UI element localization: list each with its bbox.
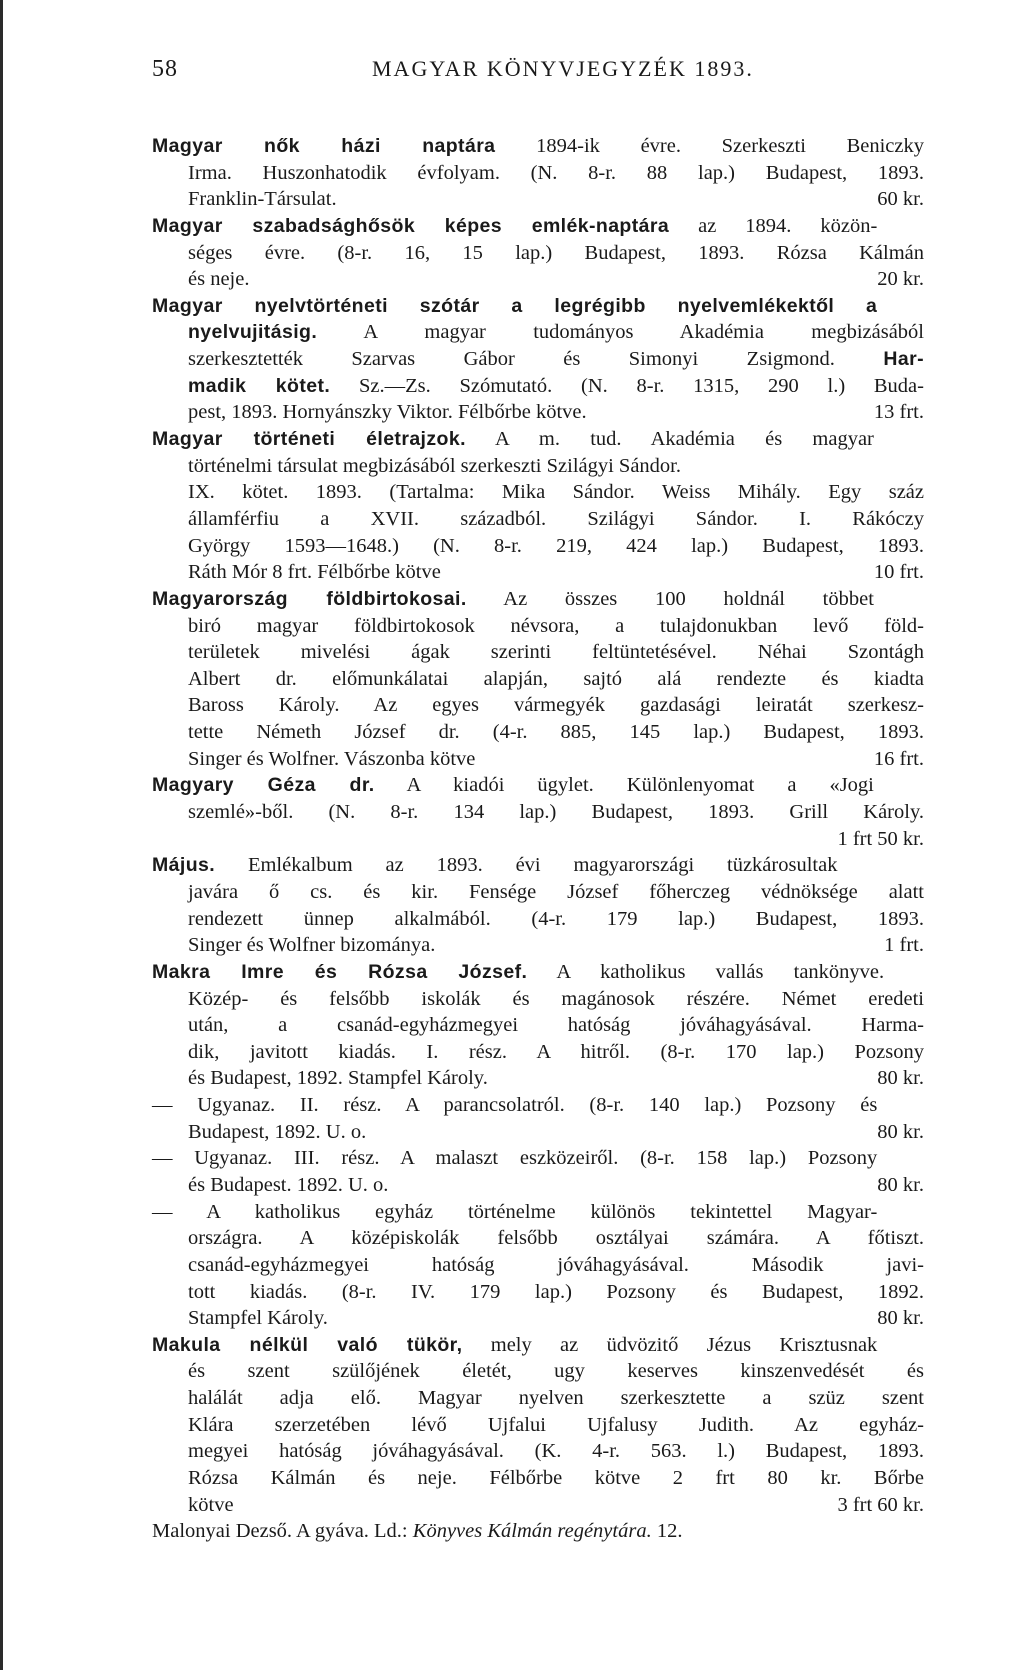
text-line bbox=[152, 426, 924, 453]
entry-text: Emlékalbum az 1893. évi magyarországi tüzkárosultak bbox=[215, 854, 838, 877]
entry-text: biró magyar földbirtokosok névsora, a tulajdonukban levő föld- bbox=[188, 614, 924, 637]
entry-text: Rózsa Kálmán és neje. Félbőrbe kötve 2 frt 80 kr. Bőrbe bbox=[188, 1467, 924, 1490]
text-line bbox=[152, 186, 924, 213]
entry-text: az 1894. közön- bbox=[669, 214, 878, 237]
entry-text: Az összes 100 holdnál többet bbox=[466, 587, 874, 610]
entry-text: csanád-egyházmegyei hatóság jóváhagyásával. Második javi- bbox=[188, 1253, 924, 1276]
text-line bbox=[152, 1039, 924, 1066]
text-line bbox=[152, 692, 924, 719]
text-line bbox=[152, 986, 924, 1013]
entry-heading: Magyar nők házi naptára bbox=[152, 135, 496, 157]
price: 80 kr. bbox=[877, 1120, 924, 1143]
text-line bbox=[152, 799, 924, 826]
entry-heading: madik kötet. bbox=[188, 374, 331, 397]
entry-text: Malonyai Dezső. A gyáva. Ld.: bbox=[152, 1520, 413, 1543]
text-line bbox=[152, 160, 924, 187]
entry-text: javára ő cs. és kir. Fensége József főherczeg védnöksége alatt bbox=[188, 880, 924, 903]
entry-text: mely az üdvözitő Jézus Krisztusnak bbox=[462, 1333, 878, 1356]
entry-text: 1894-ik évre. Szerkeszti Beniczky bbox=[495, 135, 924, 157]
entry-text: dik, javitott kiadás. I. rész. A hitről. (8-r. 170 lap.) Pozsony bbox=[188, 1040, 924, 1063]
entry-text: — A katholikus egyház történelme különös tekintettel Magyar- bbox=[152, 1200, 878, 1223]
text-line bbox=[152, 1518, 924, 1545]
entry-text: után, a csanád-egyházmegyei hatóság jóváhagyásával. Harma- bbox=[188, 1014, 924, 1037]
entry-text: Stampfel Károly. bbox=[188, 1307, 328, 1330]
entry-text: — Ugyanaz. II. rész. A parancsolatról. (8-r. 140 lap.) Pozsony és bbox=[152, 1094, 878, 1117]
entry-heading: nyelvujitásig. bbox=[188, 321, 318, 344]
entry-text: A m. tud. Akadémia és magyar bbox=[465, 428, 874, 451]
price: 10 frt. bbox=[873, 561, 924, 584]
entry-heading: Har- bbox=[883, 348, 924, 371]
entry-text: Klára szerzetében lévő Ujfalui Ujfalusy Judith. Az egyház- bbox=[188, 1413, 924, 1436]
entry-text: szerkesztették Szarvas Gábor és Simonyi Zsigmond. bbox=[188, 348, 884, 371]
text-line bbox=[152, 1252, 924, 1279]
entry-text: Közép- és felsőbb iskolák és magánosok részére. Német eredeti bbox=[188, 987, 924, 1010]
text-line bbox=[152, 879, 924, 906]
text-line bbox=[152, 1412, 924, 1439]
entry-text: Budapest, 1892. U. o. bbox=[188, 1120, 367, 1143]
entry-text: államférfiu a XVII. századból. Szilágyi Sándor. I. Rákóczy bbox=[188, 507, 924, 530]
text-line bbox=[152, 1119, 924, 1146]
text-line bbox=[152, 399, 924, 426]
entry-text: megyei hatóság jóváhagyásával. (K. 4-r. 563. l.) Budapest, 1893. bbox=[188, 1440, 924, 1463]
text-line bbox=[152, 373, 924, 400]
entry-heading: Magyarország földbirtokosai. bbox=[152, 587, 467, 610]
text-line bbox=[152, 666, 924, 693]
entry-text: A kiadói ügylet. Különlenyomat a «Jogi bbox=[374, 774, 874, 797]
text-line bbox=[152, 1145, 924, 1172]
text-line bbox=[152, 1065, 924, 1092]
text-line bbox=[152, 586, 924, 613]
text-line bbox=[152, 852, 924, 879]
text-line bbox=[152, 213, 924, 240]
text-line bbox=[152, 1465, 924, 1492]
entry-text: György 1593—1648.) (N. 8-r. 219, 424 lap.) Budapest, 1893. bbox=[188, 534, 924, 557]
entry-heading: Magyary Géza dr. bbox=[152, 774, 375, 797]
entry-heading: Magyar nyelvtörténeti szótár a legrégibb nyelvemlékektől a bbox=[152, 294, 878, 317]
entry-heading: Magyar szabadsághősök képes emlék-naptára bbox=[152, 214, 670, 237]
text-line bbox=[152, 639, 924, 666]
entry-text: Irma. Huszonhatodik évfolyam. (N. 8-r. 88 lap.) Budapest, 1893. bbox=[188, 161, 924, 184]
text-line bbox=[152, 719, 924, 746]
price: 80 kr. bbox=[877, 1173, 924, 1196]
entry-text: tott kiadás. (8-r. IV. 179 lap.) Pozsony és Budapest, 1892. bbox=[188, 1280, 924, 1303]
entry-text: tette Németh József dr. (4-r. 885, 145 lap.) Budapest, 1893. bbox=[188, 721, 924, 744]
text-line bbox=[152, 266, 924, 293]
price: 16 frt. bbox=[873, 747, 924, 770]
page-number: 58 bbox=[152, 56, 178, 82]
text-line bbox=[152, 826, 924, 853]
entry-text: 12. bbox=[651, 1520, 683, 1543]
text-line bbox=[152, 346, 924, 373]
text-line bbox=[152, 1332, 924, 1359]
entry-text: területek mivelési ágak szerinti feltüntetésével. Néhai Szontágh bbox=[188, 641, 924, 664]
text-line bbox=[152, 1438, 924, 1465]
price: 80 kr. bbox=[877, 1307, 924, 1330]
price: 1 frt 50 kr. bbox=[837, 827, 924, 850]
entry-text: szemlé»-ből. (N. 8-r. 134 lap.) Budapest, 1893. Grill Károly. bbox=[188, 801, 924, 824]
text-line bbox=[152, 772, 924, 799]
text-line bbox=[152, 133, 924, 160]
text-line bbox=[152, 506, 924, 533]
entry-heading: Makula nélkül való tükör, bbox=[152, 1333, 463, 1356]
entry-text: halálát adja elő. Magyar nyelven szerkesztette a szüz szent bbox=[188, 1387, 924, 1410]
text-line bbox=[152, 1172, 924, 1199]
entry-text: Singer és Wolfner bizománya. bbox=[188, 934, 436, 957]
entry-text: pest, 1893. Hornyánszky Viktor. Félbőrbe kötve. bbox=[188, 401, 587, 424]
text-line bbox=[152, 1492, 924, 1519]
entry-text: kötve bbox=[188, 1493, 234, 1516]
entry-text: országra. A középiskolák felsőbb osztályai számára. A főtiszt. bbox=[188, 1227, 924, 1250]
page-edge-rule bbox=[0, 0, 3, 1670]
entry-text: történelmi társulat megbizásából szerkeszti Szilágyi Sándor. bbox=[188, 454, 682, 477]
text-line bbox=[152, 559, 924, 586]
text-line bbox=[152, 453, 924, 480]
entry-text: — Ugyanaz. III. rész. A malaszt eszközeiről. (8-r. 158 lap.) Pozsony bbox=[152, 1147, 878, 1170]
text-line bbox=[152, 293, 924, 320]
running-title: MAGYAR KÖNYVJEGYZÉK 1893. bbox=[372, 56, 754, 81]
price: 60 kr. bbox=[877, 188, 924, 211]
italic-reference: Könyves Kálmán regénytára. bbox=[412, 1520, 652, 1543]
entry-text: séges évre. (8-r. 16, 15 lap.) Budapest, 1893. Rózsa Kálmán bbox=[188, 241, 924, 264]
text-line bbox=[152, 533, 924, 560]
running-head bbox=[152, 52, 922, 92]
text-line bbox=[152, 1385, 924, 1412]
text-line bbox=[152, 1092, 924, 1119]
text-line bbox=[152, 959, 924, 986]
text-line bbox=[152, 746, 924, 773]
entry-text: Sz.—Zs. Szómutató. (N. 8-r. 1315, 290 l.) Buda- bbox=[330, 374, 924, 397]
entry-text: rendezett ünnep alkalmából. (4-r. 179 lap.) Budapest, 1893. bbox=[188, 907, 924, 930]
text-line bbox=[152, 479, 924, 506]
text-line bbox=[152, 319, 924, 346]
text-line bbox=[152, 1279, 924, 1306]
entry-heading: Magyar történeti életrajzok. bbox=[152, 428, 466, 451]
price: 13 frt. bbox=[873, 401, 924, 424]
price: 1 frt. bbox=[884, 934, 924, 957]
entry-text: és szent szülőjének életét, ugy keserves kinszenvedését és bbox=[188, 1360, 924, 1383]
entry-text: Franklin-Társulat. bbox=[188, 188, 337, 211]
text-line bbox=[152, 1305, 924, 1332]
entry-text: A magyar tudományos Akadémia megbizásából bbox=[317, 321, 924, 344]
bibliography-text bbox=[152, 133, 924, 1545]
text-line bbox=[152, 932, 924, 959]
entry-text: és neje. bbox=[188, 268, 250, 291]
text-line bbox=[152, 1225, 924, 1252]
entry-text: IX. kötet. 1893. (Tartalma: Mika Sándor. Weiss Mihály. Egy száz bbox=[188, 481, 924, 504]
text-line bbox=[152, 1358, 924, 1385]
entry-heading: Május. bbox=[152, 854, 216, 877]
entry-text: és Budapest. 1892. U. o. bbox=[188, 1173, 389, 1196]
entry-text: Baross Károly. Az egyes vármegyék gazdasági leiratát szerkesz- bbox=[188, 694, 924, 717]
price: 80 kr. bbox=[877, 1067, 924, 1090]
entry-text: és Budapest, 1892. Stampfel Károly. bbox=[188, 1067, 488, 1090]
entry-text: Singer és Wolfner. Vászonba kötve bbox=[188, 747, 476, 770]
entry-text: A katholikus vallás tankönyve. bbox=[527, 960, 885, 983]
text-line bbox=[152, 240, 924, 267]
entry-text: Albert dr. előmunkálatai alapján, sajtó alá rendezte és kiadta bbox=[188, 667, 924, 690]
entry-heading: Makra Imre és Rózsa József. bbox=[152, 960, 528, 983]
entry-text: Ráth Mór 8 frt. Félbőrbe kötve bbox=[188, 561, 441, 584]
text-line bbox=[152, 1199, 924, 1226]
price: 3 frt 60 kr. bbox=[837, 1493, 924, 1516]
text-line bbox=[152, 613, 924, 640]
price: 20 kr. bbox=[877, 268, 924, 291]
text-line bbox=[152, 906, 924, 933]
text-line bbox=[152, 1012, 924, 1039]
